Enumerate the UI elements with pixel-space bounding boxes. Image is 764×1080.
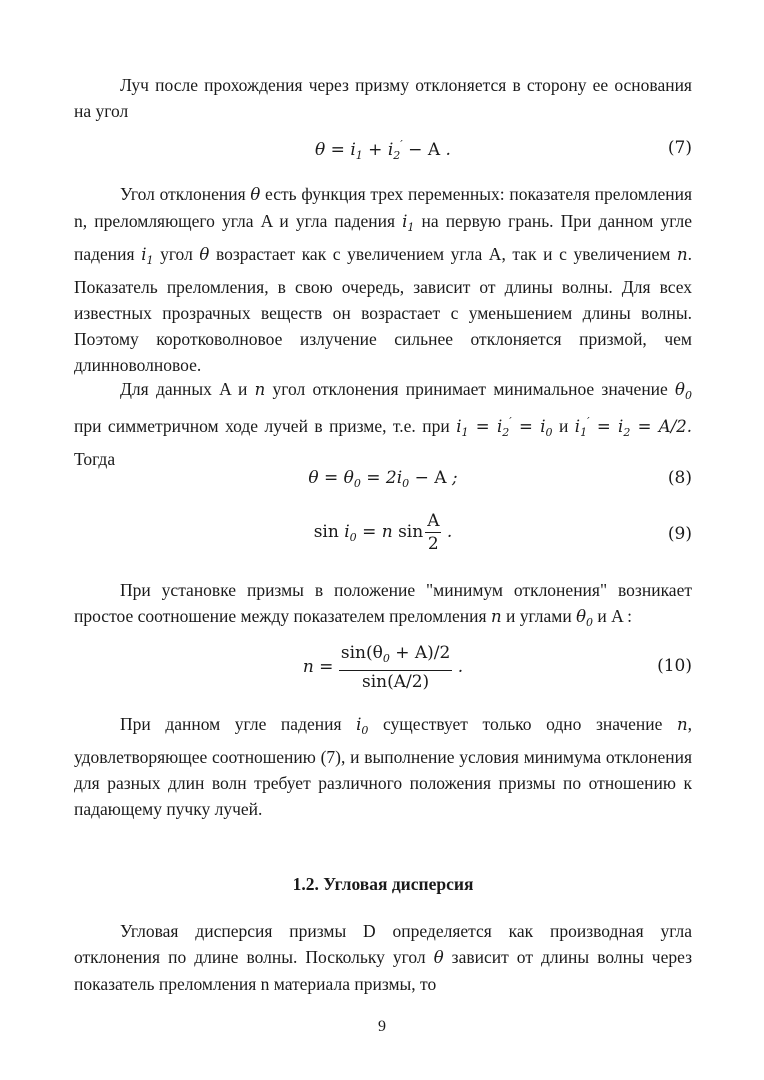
text-fragment: зависит от длины волны через показатель преломления n материала призмы, то <box>74 947 692 994</box>
text-fragment: угол <box>153 244 200 264</box>
text-fragment: и A : <box>593 606 633 626</box>
text-fragment: При установке призмы в положение "минимум отклонения" возникает простое соотношение между показателем преломления <box>74 580 692 626</box>
equation-7-formula: $\theta = i_1 + i_2' - A$ . <box>315 138 451 162</box>
equation-9-formula: $\sin i_0 = n$ sin $\frac{A}{2}$ . <box>313 511 453 554</box>
text-fragment: и углами <box>501 606 577 626</box>
section-heading: 1.2. Угловая дисперсия <box>292 874 474 894</box>
paragraph-unique-value: При данном угле падения $i_0$ существует только одно значение n, удовлетворяющее соотношению (7), и выполнение условия минимума отклонения для разных длин волн требует различного положения призмы по отношению к падающему пучку лучей. <box>74 714 692 819</box>
text-fragment: , удовлетворяющее соотношению (7), и выполнение условия минимума отклонения для разных длин волн требует различного положения призмы по отношению к падающему пучку лучей. <box>74 714 692 819</box>
equation-9 <box>74 512 692 560</box>
paragraph-angular-dispersion: Угловая дисперсия призмы D определяется как производная угла отклонения по длине волны. Поскольку угол θ зависит от длины волны через показатель преломления n материала призмы, то <box>74 921 692 994</box>
text-fragment: при симметричном ходе лучей в призме, т.е. при <box>74 416 457 436</box>
page-number: 9 <box>378 1018 386 1035</box>
equation-10-number: (10) <box>657 656 692 676</box>
paragraph-ray-deviation <box>74 72 692 124</box>
paragraph-deviation-angle: Угол отклонения θ есть функция трех переменных: показателя преломления n, преломляющего угла A и угла падения $i_1$ на первую грань. При данном угле падения $i_1$ угол θ возрастает как с увеличением угла A, так и с увеличением n. Показатель преломления, в свою очередь, зависит от длины волны. Для всех известных прозрачных веществ он возрастает с уменьшением длины волны. Поэтому коротковолновое излучение сильнее отклоняется призмой, чем длинноволновое. <box>74 184 693 375</box>
equation-10 <box>74 642 692 694</box>
text-fragment: При данном угле падения <box>120 714 357 734</box>
text-fragment: Для данных A и <box>120 379 255 399</box>
equation-9-number: (9) <box>667 524 692 544</box>
text-fragment: Тогда <box>74 449 116 469</box>
text-fragment: и <box>552 416 575 436</box>
equation-8 <box>74 468 692 508</box>
paragraph-text: Луч после прохождения через призму отклоняется в сторону ее основания на угол <box>74 75 692 121</box>
text-fragment: Угол отклонения <box>120 184 251 204</box>
text-fragment: на первую грань. При данном угле падения <box>74 211 692 264</box>
text-fragment: есть функция трех переменных: показателя преломления n, преломляющего угла A и угла падения <box>74 184 692 231</box>
text-fragment: Угловая дисперсия призмы D определяется как производная угла отклонения по длине волны. Поскольку угол <box>74 921 692 967</box>
equation-8-formula: $\theta = \theta_0 = 2i_0 - A$ ; <box>308 468 458 490</box>
paragraph-minimum-deviation: Для данных A и n угол отклонения принимает минимальное значение $\theta_0$ при симметричном ходе лучей в призме, т.е. при $i_1 = i_2' = i_0$ и $i_1' = i_2 = A/2$. Тогда <box>74 379 693 469</box>
text-fragment: угол отклонения принимает минимальное значение <box>265 379 676 399</box>
text-fragment: . Показатель преломления, в свою очередь, зависит от длины волны. Для всех известных прозрачных веществ он возрастает с уменьшением длины волны. Поэтому коротковолновое излучение сильнее отклоняется призмой, чем длинноволновое. <box>74 244 693 375</box>
text-fragment: существует только одно значение <box>368 714 677 734</box>
paragraph-minimum-position: При установке призмы в положение "минимум отклонения" возникает простое соотношение между показателем преломления n и углами $\theta_0$ и A : <box>74 580 692 629</box>
equation-7-number: (7) <box>667 138 692 158</box>
equation-7 <box>74 138 692 178</box>
text-fragment: возрастает как с увеличением угла A, так и с увеличением <box>209 244 677 264</box>
equation-8-number: (8) <box>667 468 692 488</box>
equation-10-formula: n = $\frac{\sin(\theta_0 + A)/2}{\sin(A/2)}$ . <box>302 643 464 692</box>
